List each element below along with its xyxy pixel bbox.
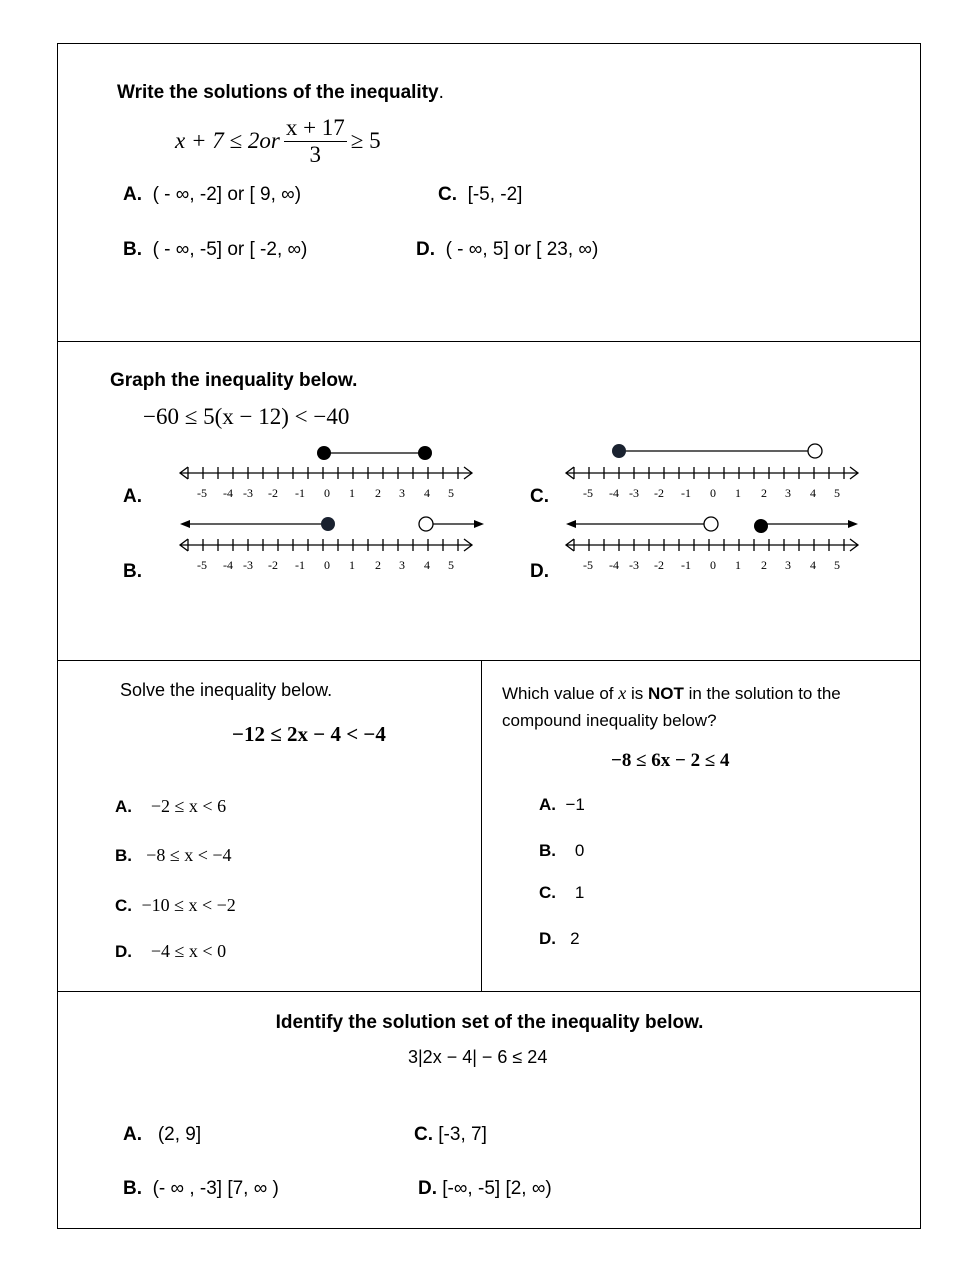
- tick-label: 1: [349, 558, 355, 572]
- q3-equation: −12 ≤ 2x − 4 < −4: [232, 722, 386, 746]
- tick-label: -5: [583, 558, 593, 572]
- q3-option-b[interactable]: [115, 845, 232, 866]
- tick-label: 3: [785, 486, 791, 500]
- q4-option-c-label: C.: [539, 883, 556, 902]
- q2-a-tick-labels: [197, 486, 454, 500]
- q1-option-a-label: A.: [123, 184, 142, 205]
- tick-label: 4: [810, 558, 816, 572]
- q4-title-part2: is: [626, 684, 648, 703]
- tick-label: 5: [448, 558, 454, 572]
- q3-option-d[interactable]: [115, 941, 226, 962]
- q2-option-a-label[interactable]: A.: [123, 486, 142, 507]
- q2-b-tick-labels: [197, 558, 454, 572]
- q1-option-b-label: B.: [123, 239, 142, 260]
- row-divider-2: [57, 660, 921, 661]
- q3-option-c[interactable]: [115, 895, 236, 916]
- q4-option-d-label: D.: [539, 929, 556, 948]
- q4-option-a-text: −1: [565, 795, 585, 814]
- q4-option-b-label: B.: [539, 841, 556, 860]
- tick-label: 4: [424, 558, 430, 572]
- q4-option-b-text: 0: [574, 841, 585, 860]
- q4-option-d-text: 2: [570, 929, 580, 948]
- q2-graph-c[interactable]: [556, 440, 876, 505]
- q4-option-a[interactable]: [539, 795, 585, 815]
- tick-label: -5: [583, 486, 593, 500]
- q2-d-right-arrow: [848, 520, 858, 528]
- border-right: [920, 43, 921, 1229]
- tick-label: 0: [324, 558, 330, 572]
- q4-title-part1: Which value of: [502, 684, 619, 703]
- tick-label: 1: [735, 558, 741, 572]
- q2-option-c-label[interactable]: C.: [530, 486, 549, 507]
- tick-label: 0: [710, 558, 716, 572]
- tick-label: -4: [609, 558, 619, 572]
- q1-option-b-text: ( - ∞, -5] or [ -2, ∞): [152, 239, 308, 260]
- tick-label: 5: [834, 486, 840, 500]
- q3-option-a-text: −2 ≤ x < 6: [150, 796, 227, 816]
- tick-label: 2: [375, 558, 381, 572]
- q1-option-c[interactable]: [438, 184, 522, 206]
- q5-option-d-text: [-∞, -5] [2, ∞): [442, 1178, 552, 1199]
- tick-label: 3: [785, 558, 791, 572]
- q5-option-b-label: B.: [123, 1178, 142, 1199]
- tick-label: -2: [654, 486, 664, 500]
- q1-option-d-label: D.: [416, 239, 435, 260]
- q4-option-c-text: 1: [574, 883, 585, 902]
- q2-graph-d[interactable]: [556, 512, 876, 577]
- q1-title-dot: .: [438, 82, 444, 103]
- tick-label: -1: [681, 558, 691, 572]
- q2-c-tick-labels: [583, 486, 840, 500]
- q5-equation: 3|2x − 4| − 6 ≤ 24: [408, 1047, 548, 1067]
- q2-b-open-dot: [419, 517, 433, 531]
- tick-label: 3: [399, 486, 405, 500]
- tick-label: 4: [424, 486, 430, 500]
- tick-label: 0: [324, 486, 330, 500]
- tick-label: 3: [399, 558, 405, 572]
- q5-option-c-text: [-3, 7]: [438, 1124, 487, 1145]
- q3-option-b-label: B.: [115, 846, 132, 865]
- tick-label: 1: [735, 486, 741, 500]
- q3-option-a[interactable]: [115, 796, 226, 817]
- q4-title-line1: [502, 683, 841, 704]
- tick-label: -1: [295, 558, 305, 572]
- tick-label: -4: [223, 486, 233, 500]
- q4-option-c[interactable]: [539, 883, 584, 903]
- border-bottom: [57, 1228, 921, 1229]
- tick-label: -5: [197, 486, 207, 500]
- q5-option-a-label: A.: [123, 1124, 142, 1145]
- q1-option-c-label: C.: [438, 184, 457, 205]
- q2-equation: −60 ≤ 5(x − 12) < −40: [143, 404, 350, 429]
- border-top: [57, 43, 921, 44]
- q1-option-d-text: ( - ∞, 5] or [ 23, ∞): [445, 239, 599, 260]
- tick-label: -5: [197, 558, 207, 572]
- q2-a-closed-dot-left: [317, 446, 331, 460]
- q2-d-left-arrow: [566, 520, 576, 528]
- q2-c-closed-dot: [612, 444, 626, 458]
- q4-title-part3: in the solution to the: [683, 684, 841, 703]
- q2-d-axis: [566, 539, 858, 551]
- q2-option-d-label[interactable]: D.: [530, 561, 549, 582]
- tick-label: -3: [629, 558, 639, 572]
- q2-d-tick-labels: [583, 558, 840, 572]
- q3-option-c-text: −10 ≤ x < −2: [141, 895, 236, 915]
- q2-c-axis: [566, 467, 858, 479]
- q4-option-d[interactable]: [539, 929, 580, 949]
- tick-label: 2: [375, 486, 381, 500]
- q5-option-c[interactable]: [414, 1124, 487, 1146]
- q2-option-b-label[interactable]: B.: [123, 561, 142, 582]
- tick-label: -3: [629, 486, 639, 500]
- q2-c-open-dot: [808, 444, 822, 458]
- q5-title: Identify the solution set of the inequality below.: [275, 1012, 704, 1033]
- tick-label: 5: [834, 558, 840, 572]
- q2-graph-a[interactable]: [170, 440, 490, 505]
- q2-b-axis: [180, 539, 472, 551]
- tick-label: -2: [268, 486, 278, 500]
- tick-label: -2: [268, 558, 278, 572]
- q5-option-d[interactable]: [418, 1178, 552, 1200]
- q5-option-a[interactable]: [123, 1124, 201, 1146]
- tick-label: -3: [243, 558, 253, 572]
- q4-option-b[interactable]: [539, 841, 584, 861]
- q5-option-d-label: D.: [418, 1178, 437, 1199]
- q1-title: Write the solutions of the inequality: [117, 82, 439, 103]
- tick-label: -2: [654, 558, 664, 572]
- q4-option-a-label: A.: [539, 795, 556, 814]
- q2-b-left-arrow: [180, 520, 190, 528]
- q1-eq-right: ≥ 5: [350, 128, 381, 153]
- row-divider-1: [57, 341, 921, 342]
- q1-option-c-text: [-5, -2]: [467, 184, 523, 205]
- q3-title: Solve the inequality below.: [120, 680, 333, 700]
- q4-title-not: NOT: [647, 684, 684, 703]
- tick-label: 2: [761, 486, 767, 500]
- q2-b-right-arrow: [474, 520, 484, 528]
- tick-label: 0: [710, 486, 716, 500]
- q4-title-line2: compound inequality below?: [502, 711, 717, 730]
- col-divider: [481, 660, 482, 991]
- q2-title: Graph the inequality below.: [110, 370, 358, 391]
- q3-option-b-text: −8 ≤ x < −4: [146, 845, 232, 865]
- tick-label: -4: [609, 486, 619, 500]
- q1-option-a[interactable]: [123, 184, 301, 206]
- q2-b-closed-dot: [321, 517, 335, 531]
- q5-option-b[interactable]: [123, 1178, 279, 1200]
- q1-option-b[interactable]: [123, 239, 307, 261]
- tick-label: 2: [761, 558, 767, 572]
- q1-eq-denominator: 3: [309, 141, 322, 167]
- tick-label: 5: [448, 486, 454, 500]
- q3-option-d-text: −4 ≤ x < 0: [150, 941, 227, 961]
- q3-option-c-label: C.: [115, 896, 132, 915]
- q1-equation: [175, 110, 381, 172]
- q4-equation: −8 ≤ 6x − 2 ≤ 4: [611, 750, 730, 771]
- tick-label: 4: [810, 486, 816, 500]
- q2-d-closed-dot: [754, 519, 768, 533]
- tick-label: -3: [243, 486, 253, 500]
- q2-a-axis: [180, 467, 472, 479]
- row-divider-3: [57, 991, 921, 992]
- border-left: [57, 43, 58, 1229]
- q5-option-c-label: C.: [414, 1124, 433, 1145]
- q5-option-b-text: (- ∞ , -3] [7, ∞ ): [152, 1178, 279, 1199]
- q4-title-x: x: [618, 683, 627, 703]
- q1-option-d[interactable]: [416, 239, 598, 261]
- q1-eq-fraction: [284, 115, 347, 168]
- tick-label: -4: [223, 558, 233, 572]
- tick-label: 1: [349, 486, 355, 500]
- q2-a-closed-dot-right: [418, 446, 432, 460]
- q2-graph-b[interactable]: [170, 512, 490, 577]
- q1-title-wrap: [117, 82, 444, 104]
- q2-d-open-dot: [704, 517, 718, 531]
- tick-label: -1: [295, 486, 305, 500]
- q1-eq-numerator: x + 17: [285, 114, 345, 140]
- q3-option-d-label: D.: [115, 942, 132, 961]
- q1-option-a-text: ( - ∞, -2] or [ 9, ∞): [152, 184, 302, 205]
- q3-option-a-label: A.: [115, 797, 132, 816]
- q5-option-a-text: (2, 9]: [157, 1124, 202, 1145]
- tick-label: -1: [681, 486, 691, 500]
- q1-eq-left: x + 7 ≤ 2or: [175, 128, 280, 153]
